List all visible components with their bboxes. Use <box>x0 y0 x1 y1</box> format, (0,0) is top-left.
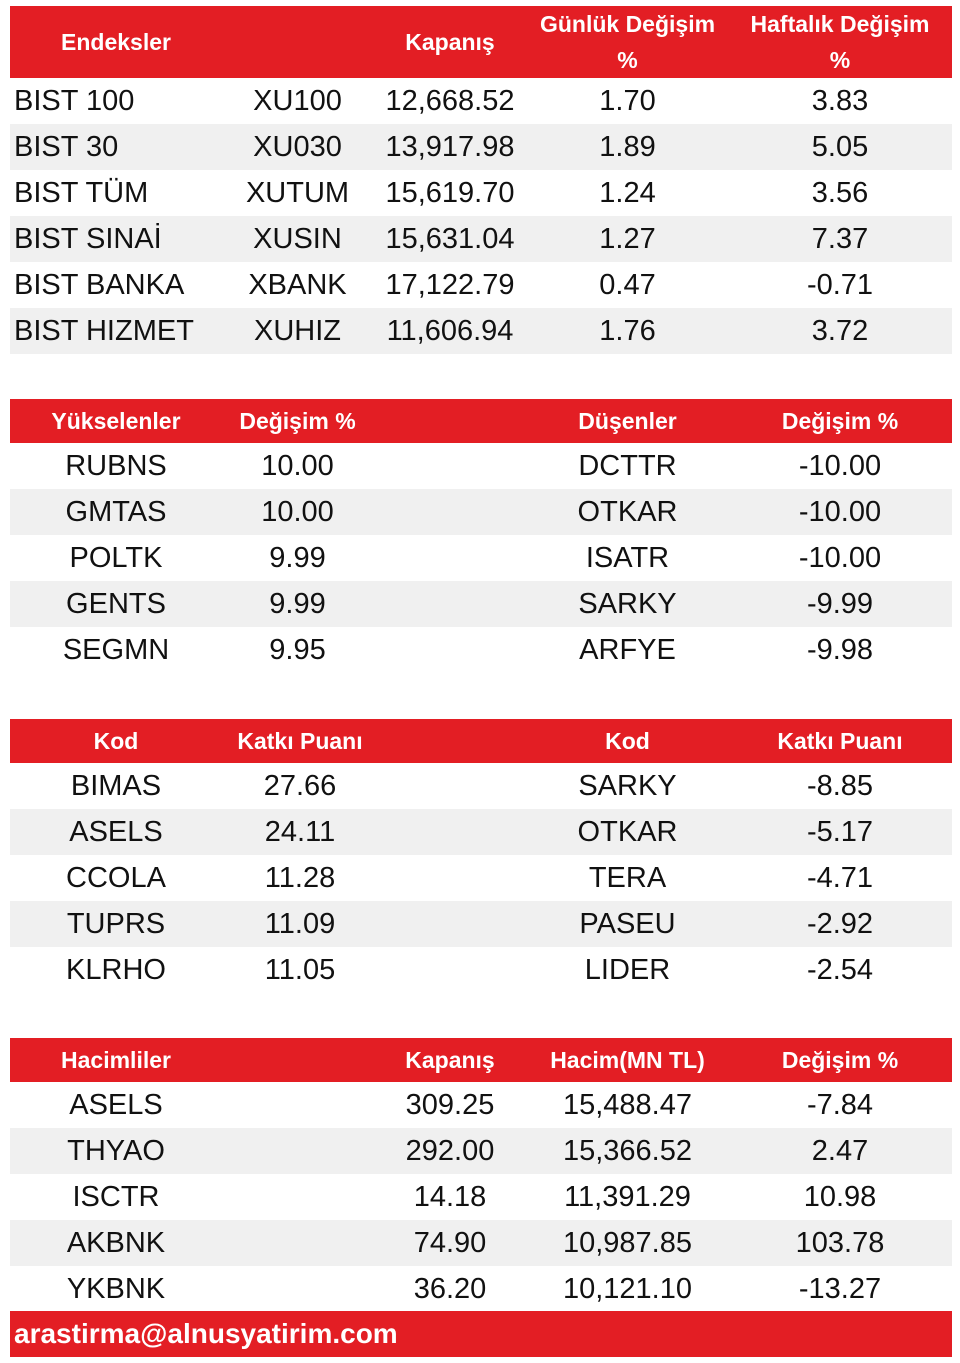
volume-change: 103.78 <box>795 1227 885 1259</box>
col-header-code-positive: Kod <box>93 728 139 754</box>
contribution-table <box>10 719 952 993</box>
positive-contributor-code: BIMAS <box>70 770 162 802</box>
table-row <box>10 1174 952 1220</box>
volume-change: -7.84 <box>806 1089 874 1121</box>
positive-contribution-points: 11.05 <box>264 954 336 986</box>
table-row <box>10 170 952 216</box>
col-header-gainers: Yükselenler <box>51 408 181 434</box>
loser-change: -10.00 <box>798 496 882 528</box>
table-row <box>10 1220 952 1266</box>
volume-stock-code: YKBNK <box>66 1273 166 1305</box>
volume-stock-code: THYAO <box>67 1135 165 1167</box>
gainer-code: GENTS <box>66 588 166 620</box>
gainer-change: 10.00 <box>261 450 334 482</box>
indices-header <box>10 6 952 78</box>
loser-code: DCTTR <box>578 450 677 482</box>
table-row <box>10 1266 952 1312</box>
loser-change: -9.99 <box>806 588 874 620</box>
negative-contributor-code: PASEU <box>579 908 676 940</box>
positive-contributor-code: KLRHO <box>66 954 166 986</box>
index-name: BIST 100 <box>14 85 135 117</box>
positive-contribution-points: 27.66 <box>263 770 337 802</box>
indices-table <box>10 6 952 354</box>
volume-amount: 15,366.52 <box>562 1135 692 1167</box>
table-row <box>10 1082 952 1128</box>
volume-change: 2.47 <box>811 1135 869 1167</box>
loser-change: -10.00 <box>798 450 882 482</box>
index-code: XUSIN <box>253 223 342 255</box>
volume-stock-close: 74.90 <box>413 1227 487 1259</box>
col-header-volume-leaders: Hacimliler <box>61 1047 171 1073</box>
index-weekly-change: 3.72 <box>811 315 869 347</box>
volume-header <box>10 1038 952 1082</box>
volume-change: -13.27 <box>798 1273 882 1305</box>
loser-code: ARFYE <box>579 634 676 666</box>
positive-contribution-points: 11.28 <box>264 862 336 894</box>
gainer-change: 10.00 <box>261 496 334 528</box>
table-row <box>10 901 952 947</box>
col-header-close: Kapanış <box>405 29 495 55</box>
volume-stock-code: ASELS <box>69 1089 163 1121</box>
negative-contribution-points: -2.54 <box>806 954 874 986</box>
index-code: XBANK <box>248 269 347 301</box>
volume-amount: 10,121.10 <box>562 1273 692 1305</box>
index-close: 17,122.79 <box>385 269 515 301</box>
gainer-code: POLTK <box>69 542 163 574</box>
gainer-change: 9.99 <box>269 542 326 574</box>
movers-table <box>10 399 952 673</box>
table-row <box>10 581 952 627</box>
gainer-code: SEGMN <box>62 634 170 666</box>
col-header-volume-amount: Hacim(MN TL) <box>550 1047 705 1073</box>
table-row <box>10 216 952 262</box>
table-row <box>10 124 952 170</box>
index-name: BIST HIZMET <box>14 315 194 347</box>
index-name: BIST BANKA <box>14 269 185 301</box>
index-code: XUHIZ <box>254 315 341 347</box>
index-close: 13,917.98 <box>385 131 515 163</box>
index-weekly-change: 7.37 <box>811 223 869 255</box>
movers-header <box>10 399 952 443</box>
loser-code: ISATR <box>585 542 670 574</box>
volume-stock-close: 292.00 <box>405 1135 495 1167</box>
volume-stock-code: AKBNK <box>66 1227 166 1259</box>
col-header-points-positive: Katkı Puanı <box>237 728 363 754</box>
index-code: XUTUM <box>245 177 350 209</box>
col-header-losers: Düşenler <box>578 408 677 434</box>
negative-contribution-points: -2.92 <box>806 908 874 940</box>
index-code: XU030 <box>253 131 342 163</box>
table-row <box>10 262 952 308</box>
volume-stock-close: 36.20 <box>413 1273 487 1305</box>
index-daily-change: 1.70 <box>599 85 656 117</box>
index-daily-change: 1.24 <box>599 177 656 209</box>
gainer-change: 9.95 <box>269 634 326 666</box>
index-name: BIST 30 <box>14 131 119 163</box>
positive-contributor-code: CCOLA <box>66 862 166 894</box>
loser-code: OTKAR <box>577 496 678 528</box>
index-daily-change: 1.89 <box>599 131 656 163</box>
volume-stock-code: ISCTR <box>72 1181 160 1213</box>
volume-stock-close: 309.25 <box>405 1089 495 1121</box>
negative-contributor-code: OTKAR <box>577 816 678 848</box>
index-weekly-change: 3.56 <box>811 177 869 209</box>
index-close: 15,631.04 <box>385 223 515 255</box>
col-header-volume-change: Değişim % <box>781 1047 899 1073</box>
table-row <box>10 535 952 581</box>
col-header-losers-change: Değişim % <box>781 408 899 434</box>
table-row <box>10 809 952 855</box>
table-row <box>10 855 952 901</box>
volume-stock-close: 14.18 <box>413 1181 487 1213</box>
col-header-indices: Endeksler <box>61 29 171 55</box>
positive-contributor-code: TUPRS <box>66 908 166 940</box>
col-header-weekly-change: Haftalık Değişim % <box>750 11 930 73</box>
index-daily-change: 1.27 <box>599 223 656 255</box>
volume-amount: 11,391.29 <box>564 1181 691 1213</box>
col-header-volume-close: Kapanış <box>405 1047 495 1073</box>
negative-contribution-points: -4.71 <box>806 862 874 894</box>
gainer-code: RUBNS <box>65 450 167 482</box>
table-row <box>10 627 952 673</box>
index-close: 12,668.52 <box>385 85 515 117</box>
index-weekly-change: 3.83 <box>811 85 869 117</box>
volume-amount: 10,987.85 <box>562 1227 692 1259</box>
table-row <box>10 947 952 993</box>
positive-contributor-code: ASELS <box>69 816 163 848</box>
index-close: 11,606.94 <box>386 315 514 347</box>
index-daily-change: 1.76 <box>599 315 656 347</box>
negative-contribution-points: -8.85 <box>806 770 874 802</box>
positive-contribution-points: 24.11 <box>264 816 336 848</box>
contribution-header <box>10 719 952 763</box>
index-name: BIST SINAİ <box>14 223 162 255</box>
table-row <box>10 763 952 809</box>
gainer-change: 9.99 <box>269 588 326 620</box>
table-row <box>10 443 952 489</box>
table-row <box>10 78 952 124</box>
loser-code: SARKY <box>578 588 677 620</box>
table-row <box>10 489 952 535</box>
col-header-gainers-change: Değişim % <box>239 408 356 434</box>
volume-amount: 15,488.47 <box>562 1089 692 1121</box>
positive-contribution-points: 11.09 <box>264 908 336 940</box>
col-header-code-negative: Kod <box>605 728 650 754</box>
index-name: BIST TÜM <box>14 177 149 209</box>
index-code: XU100 <box>253 85 342 117</box>
negative-contributor-code: TERA <box>588 862 667 894</box>
index-weekly-change: 5.05 <box>811 131 869 163</box>
negative-contribution-points: -5.17 <box>806 816 874 848</box>
col-header-points-negative: Katkı Puanı <box>777 728 903 754</box>
col-header-daily-change: Günlük Değişim % <box>539 11 716 73</box>
loser-change: -9.98 <box>806 634 874 666</box>
gainer-code: GMTAS <box>65 496 167 528</box>
volume-change: 10.98 <box>803 1181 877 1213</box>
index-close: 15,619.70 <box>385 177 515 209</box>
volume-table <box>10 1038 952 1312</box>
table-row <box>10 1128 952 1174</box>
loser-change: -10.00 <box>798 542 882 574</box>
negative-contributor-code: SARKY <box>578 770 677 802</box>
negative-contributor-code: LIDER <box>584 954 671 986</box>
index-weekly-change: -0.71 <box>806 269 874 301</box>
index-daily-change: 0.47 <box>599 269 656 301</box>
table-row <box>10 308 952 354</box>
footer-email[interactable]: arastirma@alnusyatirim.com <box>10 1311 952 1357</box>
